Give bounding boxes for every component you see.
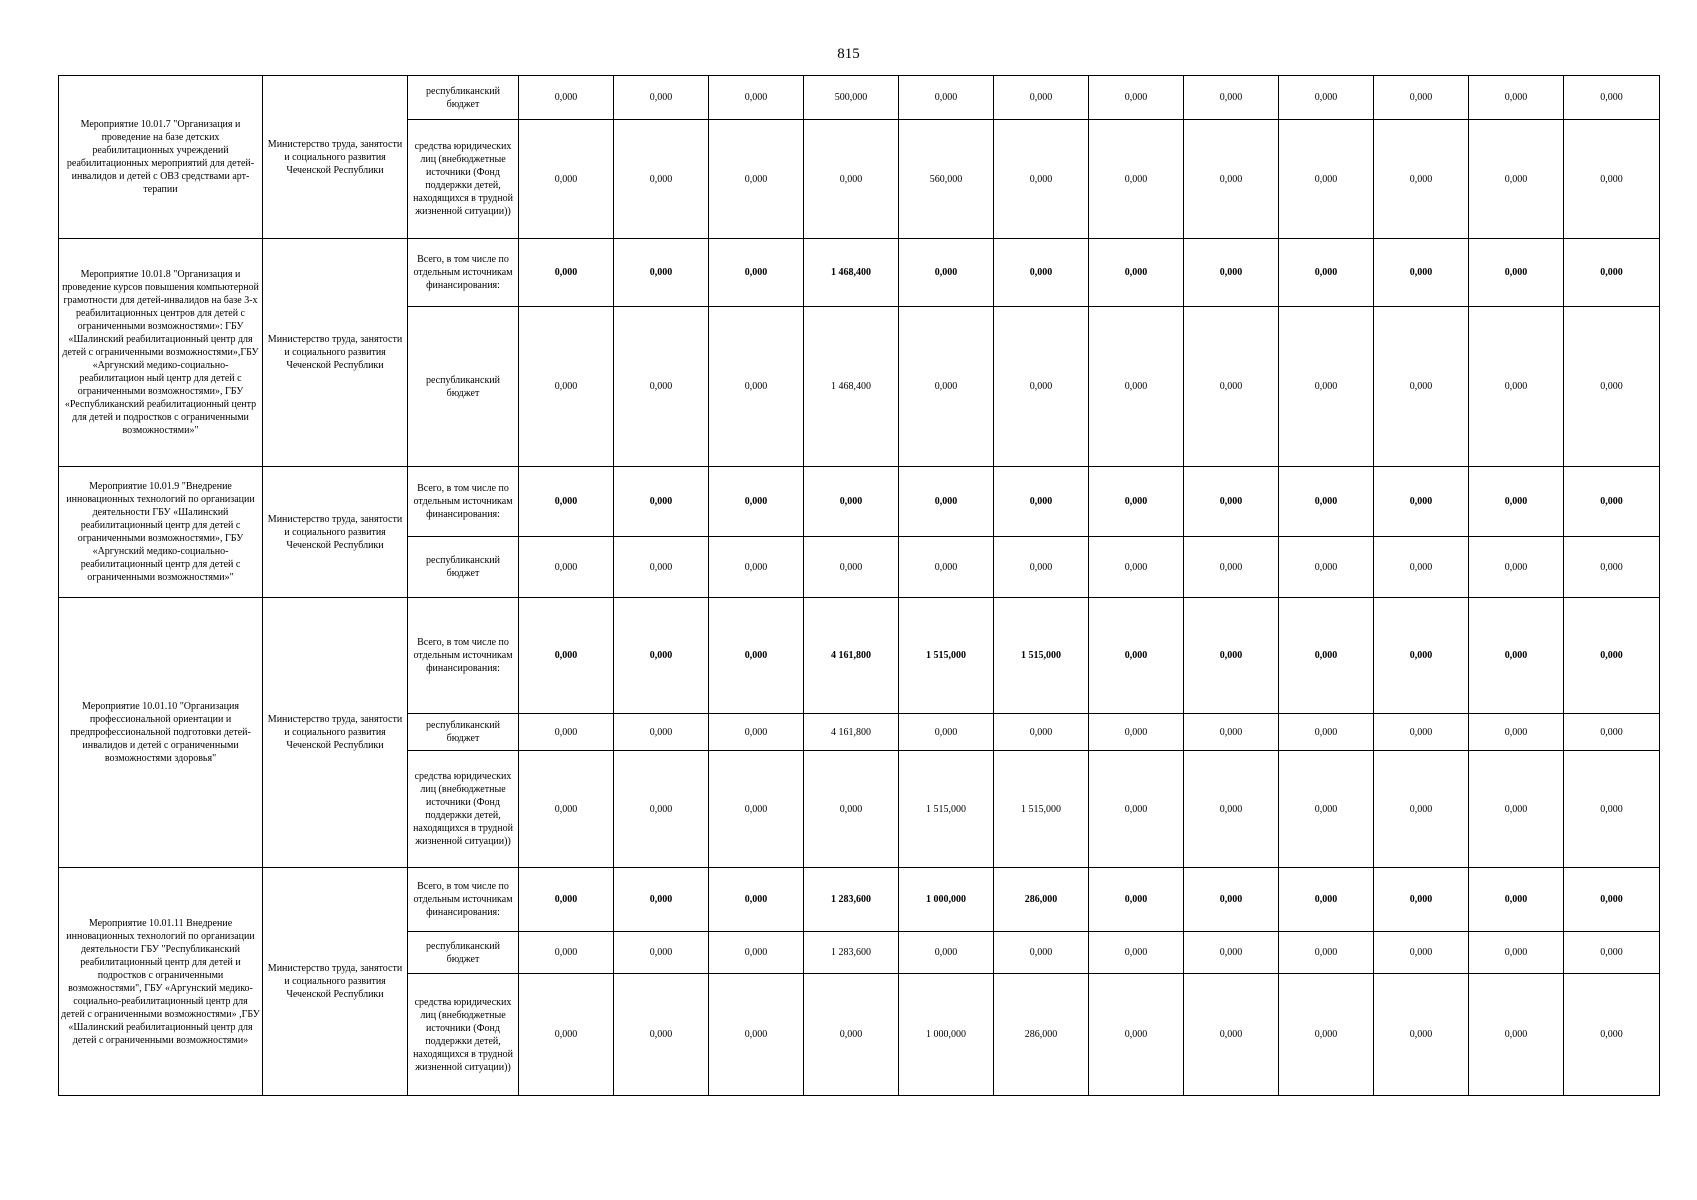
- amount-cell: 0,000: [994, 120, 1089, 239]
- amount-cell: 0,000: [1279, 974, 1374, 1096]
- amount-cell: 0,000: [1469, 120, 1564, 239]
- amount-cell: 0,000: [1469, 598, 1564, 714]
- event-cell: Мероприятие 10.01.8 "Организация и проведение курсов повышения компьютерной грамотности для детей-инвалидов на базе 3-х реабилитационных центров для детей с ограниченными возможностями»: ГБУ «Шалинский реабилитационный центр для детей с ограниченными возможностями»,ГБУ «Аргунский медико-социально-реабилитацион ный центр для детей с ограниченными возможностями», ГБУ «Республиканский реабилитационный центр для детей и подростков с ограниченными возможностями»": [59, 239, 263, 467]
- executor-cell: Министерство труда, занятости и социального развития Чеченской Республики: [263, 598, 408, 868]
- amount-cell: 0,000: [1374, 868, 1469, 932]
- amount-cell: 0,000: [614, 932, 709, 974]
- amount-cell: 0,000: [519, 467, 614, 537]
- amount-cell: 0,000: [1279, 467, 1374, 537]
- executor-cell: Министерство труда, занятости и социального развития Чеченской Республики: [263, 239, 408, 467]
- amount-cell: 0,000: [1279, 307, 1374, 467]
- amount-cell: 0,000: [709, 932, 804, 974]
- executor-cell: Министерство труда, занятости и социального развития Чеченской Республики: [263, 467, 408, 598]
- table-row: [59, 76, 1660, 120]
- amount-cell: 0,000: [1564, 537, 1660, 598]
- amount-cell: 1 515,000: [899, 751, 994, 868]
- table-row: [59, 239, 1660, 307]
- amount-cell: 0,000: [519, 239, 614, 307]
- amount-cell: 560,000: [899, 120, 994, 239]
- amount-cell: 0,000: [614, 120, 709, 239]
- amount-cell: 0,000: [1469, 307, 1564, 467]
- amount-cell: 0,000: [709, 868, 804, 932]
- amount-cell: 0,000: [899, 537, 994, 598]
- amount-cell: 0,000: [1469, 239, 1564, 307]
- amount-cell: 0,000: [1564, 932, 1660, 974]
- amount-cell: 0,000: [1374, 239, 1469, 307]
- amount-cell: 286,000: [994, 868, 1089, 932]
- amount-cell: 0,000: [1279, 714, 1374, 751]
- amount-cell: 0,000: [709, 307, 804, 467]
- amount-cell: 1 283,600: [804, 932, 899, 974]
- amount-cell: 0,000: [899, 467, 994, 537]
- funding-source-cell: Всего, в том числе по отдельным источникам финансирования:: [408, 598, 519, 714]
- event-cell: Мероприятие 10.01.10 "Организация профессиональной ориентации и предпрофессиональной подготовки детей-инвалидов и детей с ограниченными возможностями здоровья": [59, 598, 263, 868]
- amount-cell: 0,000: [519, 974, 614, 1096]
- amount-cell: 286,000: [994, 974, 1089, 1096]
- amount-cell: 0,000: [1184, 751, 1279, 868]
- amount-cell: 0,000: [519, 76, 614, 120]
- amount-cell: 0,000: [1279, 868, 1374, 932]
- amount-cell: 0,000: [994, 76, 1089, 120]
- amount-cell: 0,000: [1374, 932, 1469, 974]
- amount-cell: 0,000: [709, 537, 804, 598]
- funding-source-cell: Всего, в том числе по отдельным источникам финансирования:: [408, 239, 519, 307]
- amount-cell: 0,000: [1089, 120, 1184, 239]
- amount-cell: 0,000: [1564, 76, 1660, 120]
- amount-cell: 0,000: [1184, 467, 1279, 537]
- amount-cell: 1 468,400: [804, 239, 899, 307]
- amount-cell: 4 161,800: [804, 714, 899, 751]
- amount-cell: 0,000: [1564, 974, 1660, 1096]
- amount-cell: 0,000: [1469, 467, 1564, 537]
- amount-cell: 0,000: [1089, 714, 1184, 751]
- amount-cell: 0,000: [899, 239, 994, 307]
- event-cell: Мероприятие 10.01.11 Внедрение инновационных технологий по организации деятельности ГБУ "Республиканский реабилитационный центр для детей и подростков с ограниченными возможностями", ГБУ «Аргунский медико-социально-реабилитационный центр для детей с ограниченными возможностями» ,ГБУ «Шалинский реабилитационный центр для детей с ограниченными возможностями»: [59, 868, 263, 1096]
- amount-cell: 0,000: [1469, 714, 1564, 751]
- amount-cell: 0,000: [1564, 467, 1660, 537]
- amount-cell: 0,000: [709, 467, 804, 537]
- amount-cell: 0,000: [1374, 76, 1469, 120]
- amount-cell: 0,000: [899, 932, 994, 974]
- amount-cell: 0,000: [614, 76, 709, 120]
- amount-cell: 0,000: [614, 537, 709, 598]
- amount-cell: 0,000: [1374, 751, 1469, 868]
- amount-cell: 4 161,800: [804, 598, 899, 714]
- table-row: [59, 467, 1660, 537]
- amount-cell: 0,000: [1279, 537, 1374, 598]
- budget-table: [58, 75, 1660, 1096]
- amount-cell: 0,000: [1089, 751, 1184, 868]
- amount-cell: 0,000: [1469, 76, 1564, 120]
- funding-source-cell: республиканский бюджет: [408, 76, 519, 120]
- amount-cell: 0,000: [1564, 239, 1660, 307]
- amount-cell: 0,000: [1089, 307, 1184, 467]
- amount-cell: 0,000: [1184, 974, 1279, 1096]
- amount-cell: 0,000: [1089, 932, 1184, 974]
- amount-cell: 0,000: [804, 537, 899, 598]
- amount-cell: 0,000: [1279, 598, 1374, 714]
- amount-cell: 0,000: [1469, 868, 1564, 932]
- funding-source-cell: средства юридических лиц (внебюджетные источники (Фонд поддержки детей, находящихся в трудной жизненной ситуации)): [408, 751, 519, 868]
- amount-cell: 0,000: [1564, 714, 1660, 751]
- amount-cell: 0,000: [804, 120, 899, 239]
- table-row: [59, 598, 1660, 714]
- funding-source-cell: республиканский бюджет: [408, 932, 519, 974]
- amount-cell: 0,000: [519, 537, 614, 598]
- amount-cell: 0,000: [614, 868, 709, 932]
- amount-cell: 0,000: [1089, 239, 1184, 307]
- amount-cell: 500,000: [804, 76, 899, 120]
- amount-cell: 0,000: [804, 751, 899, 868]
- amount-cell: 0,000: [614, 307, 709, 467]
- amount-cell: 0,000: [709, 239, 804, 307]
- amount-cell: 1 515,000: [994, 751, 1089, 868]
- amount-cell: 0,000: [1279, 751, 1374, 868]
- amount-cell: 0,000: [899, 76, 994, 120]
- amount-cell: 0,000: [1089, 868, 1184, 932]
- page-number: 815: [837, 46, 860, 62]
- executor-cell: Министерство труда, занятости и социального развития Чеченской Республики: [263, 76, 408, 239]
- amount-cell: 0,000: [804, 467, 899, 537]
- amount-cell: 0,000: [1184, 239, 1279, 307]
- amount-cell: 0,000: [1279, 76, 1374, 120]
- amount-cell: 0,000: [1374, 467, 1469, 537]
- amount-cell: 0,000: [1564, 307, 1660, 467]
- amount-cell: 1 000,000: [899, 868, 994, 932]
- amount-cell: 0,000: [994, 714, 1089, 751]
- amount-cell: 0,000: [519, 868, 614, 932]
- amount-cell: 0,000: [614, 751, 709, 868]
- amount-cell: 0,000: [709, 598, 804, 714]
- amount-cell: 0,000: [1374, 120, 1469, 239]
- funding-source-cell: Всего, в том числе по отдельным источникам финансирования:: [408, 868, 519, 932]
- amount-cell: 0,000: [804, 974, 899, 1096]
- amount-cell: 0,000: [709, 714, 804, 751]
- amount-cell: 0,000: [1564, 751, 1660, 868]
- amount-cell: 0,000: [1469, 974, 1564, 1096]
- amount-cell: 0,000: [1089, 974, 1184, 1096]
- amount-cell: 0,000: [1089, 598, 1184, 714]
- amount-cell: 0,000: [519, 307, 614, 467]
- amount-cell: 0,000: [994, 537, 1089, 598]
- amount-cell: 0,000: [994, 307, 1089, 467]
- amount-cell: 0,000: [1279, 932, 1374, 974]
- amount-cell: 0,000: [709, 76, 804, 120]
- amount-cell: 0,000: [709, 120, 804, 239]
- funding-source-cell: республиканский бюджет: [408, 307, 519, 467]
- amount-cell: 0,000: [994, 467, 1089, 537]
- funding-source-cell: средства юридических лиц (внебюджетные источники (Фонд поддержки детей, находящихся в трудной жизненной ситуации)): [408, 974, 519, 1096]
- amount-cell: 0,000: [994, 932, 1089, 974]
- amount-cell: 0,000: [614, 974, 709, 1096]
- amount-cell: 1 283,600: [804, 868, 899, 932]
- amount-cell: 0,000: [614, 239, 709, 307]
- amount-cell: 0,000: [1184, 120, 1279, 239]
- amount-cell: 0,000: [519, 120, 614, 239]
- amount-cell: 0,000: [1374, 714, 1469, 751]
- table-row: [59, 868, 1660, 932]
- amount-cell: 0,000: [1184, 714, 1279, 751]
- amount-cell: 0,000: [614, 714, 709, 751]
- amount-cell: 0,000: [519, 598, 614, 714]
- amount-cell: 0,000: [1184, 537, 1279, 598]
- funding-source-cell: средства юридических лиц (внебюджетные источники (Фонд поддержки детей, находящихся в трудной жизненной ситуации)): [408, 120, 519, 239]
- amount-cell: 1 515,000: [899, 598, 994, 714]
- amount-cell: 0,000: [1374, 974, 1469, 1096]
- amount-cell: 0,000: [1184, 76, 1279, 120]
- funding-source-cell: республиканский бюджет: [408, 537, 519, 598]
- amount-cell: 0,000: [994, 239, 1089, 307]
- amount-cell: 0,000: [1184, 868, 1279, 932]
- funding-source-cell: Всего, в том числе по отдельным источникам финансирования:: [408, 467, 519, 537]
- amount-cell: 0,000: [1089, 537, 1184, 598]
- amount-cell: 1 000,000: [899, 974, 994, 1096]
- amount-cell: 0,000: [899, 714, 994, 751]
- amount-cell: 0,000: [519, 714, 614, 751]
- amount-cell: 0,000: [1279, 120, 1374, 239]
- event-cell: Мероприятие 10.01.9 "Внедрение инновационных технологий по организации деятельности ГБУ «Шалинский реабилитационный центр для детей с ограниченными возможностями», ГБУ «Аргунский медико-социально-реабилитационный центр для детей с ограниченными возможностями»": [59, 467, 263, 598]
- amount-cell: 0,000: [614, 467, 709, 537]
- amount-cell: 0,000: [1279, 239, 1374, 307]
- amount-cell: 0,000: [1374, 598, 1469, 714]
- amount-cell: 0,000: [1469, 932, 1564, 974]
- amount-cell: 0,000: [1184, 598, 1279, 714]
- amount-cell: 0,000: [1089, 76, 1184, 120]
- amount-cell: 0,000: [1564, 120, 1660, 239]
- amount-cell: 0,000: [1184, 932, 1279, 974]
- amount-cell: 0,000: [1089, 467, 1184, 537]
- amount-cell: 0,000: [709, 751, 804, 868]
- amount-cell: 0,000: [1469, 537, 1564, 598]
- amount-cell: 1 468,400: [804, 307, 899, 467]
- amount-cell: 0,000: [899, 307, 994, 467]
- amount-cell: 0,000: [1564, 868, 1660, 932]
- executor-cell: Министерство труда, занятости и социального развития Чеченской Республики: [263, 868, 408, 1096]
- amount-cell: 0,000: [1184, 307, 1279, 467]
- amount-cell: 1 515,000: [994, 598, 1089, 714]
- event-cell: Мероприятие 10.01.7 "Организация и проведение на базе детских реабилитационных учреждений реабилитационных мероприятий для детей-инвалидов и детей с ОВЗ средствами арт-терапии: [59, 76, 263, 239]
- amount-cell: 0,000: [614, 598, 709, 714]
- amount-cell: 0,000: [519, 932, 614, 974]
- amount-cell: 0,000: [1564, 598, 1660, 714]
- amount-cell: 0,000: [1469, 751, 1564, 868]
- amount-cell: 0,000: [1374, 307, 1469, 467]
- amount-cell: 0,000: [709, 974, 804, 1096]
- amount-cell: 0,000: [1374, 537, 1469, 598]
- amount-cell: 0,000: [519, 751, 614, 868]
- funding-source-cell: республиканский бюджет: [408, 714, 519, 751]
